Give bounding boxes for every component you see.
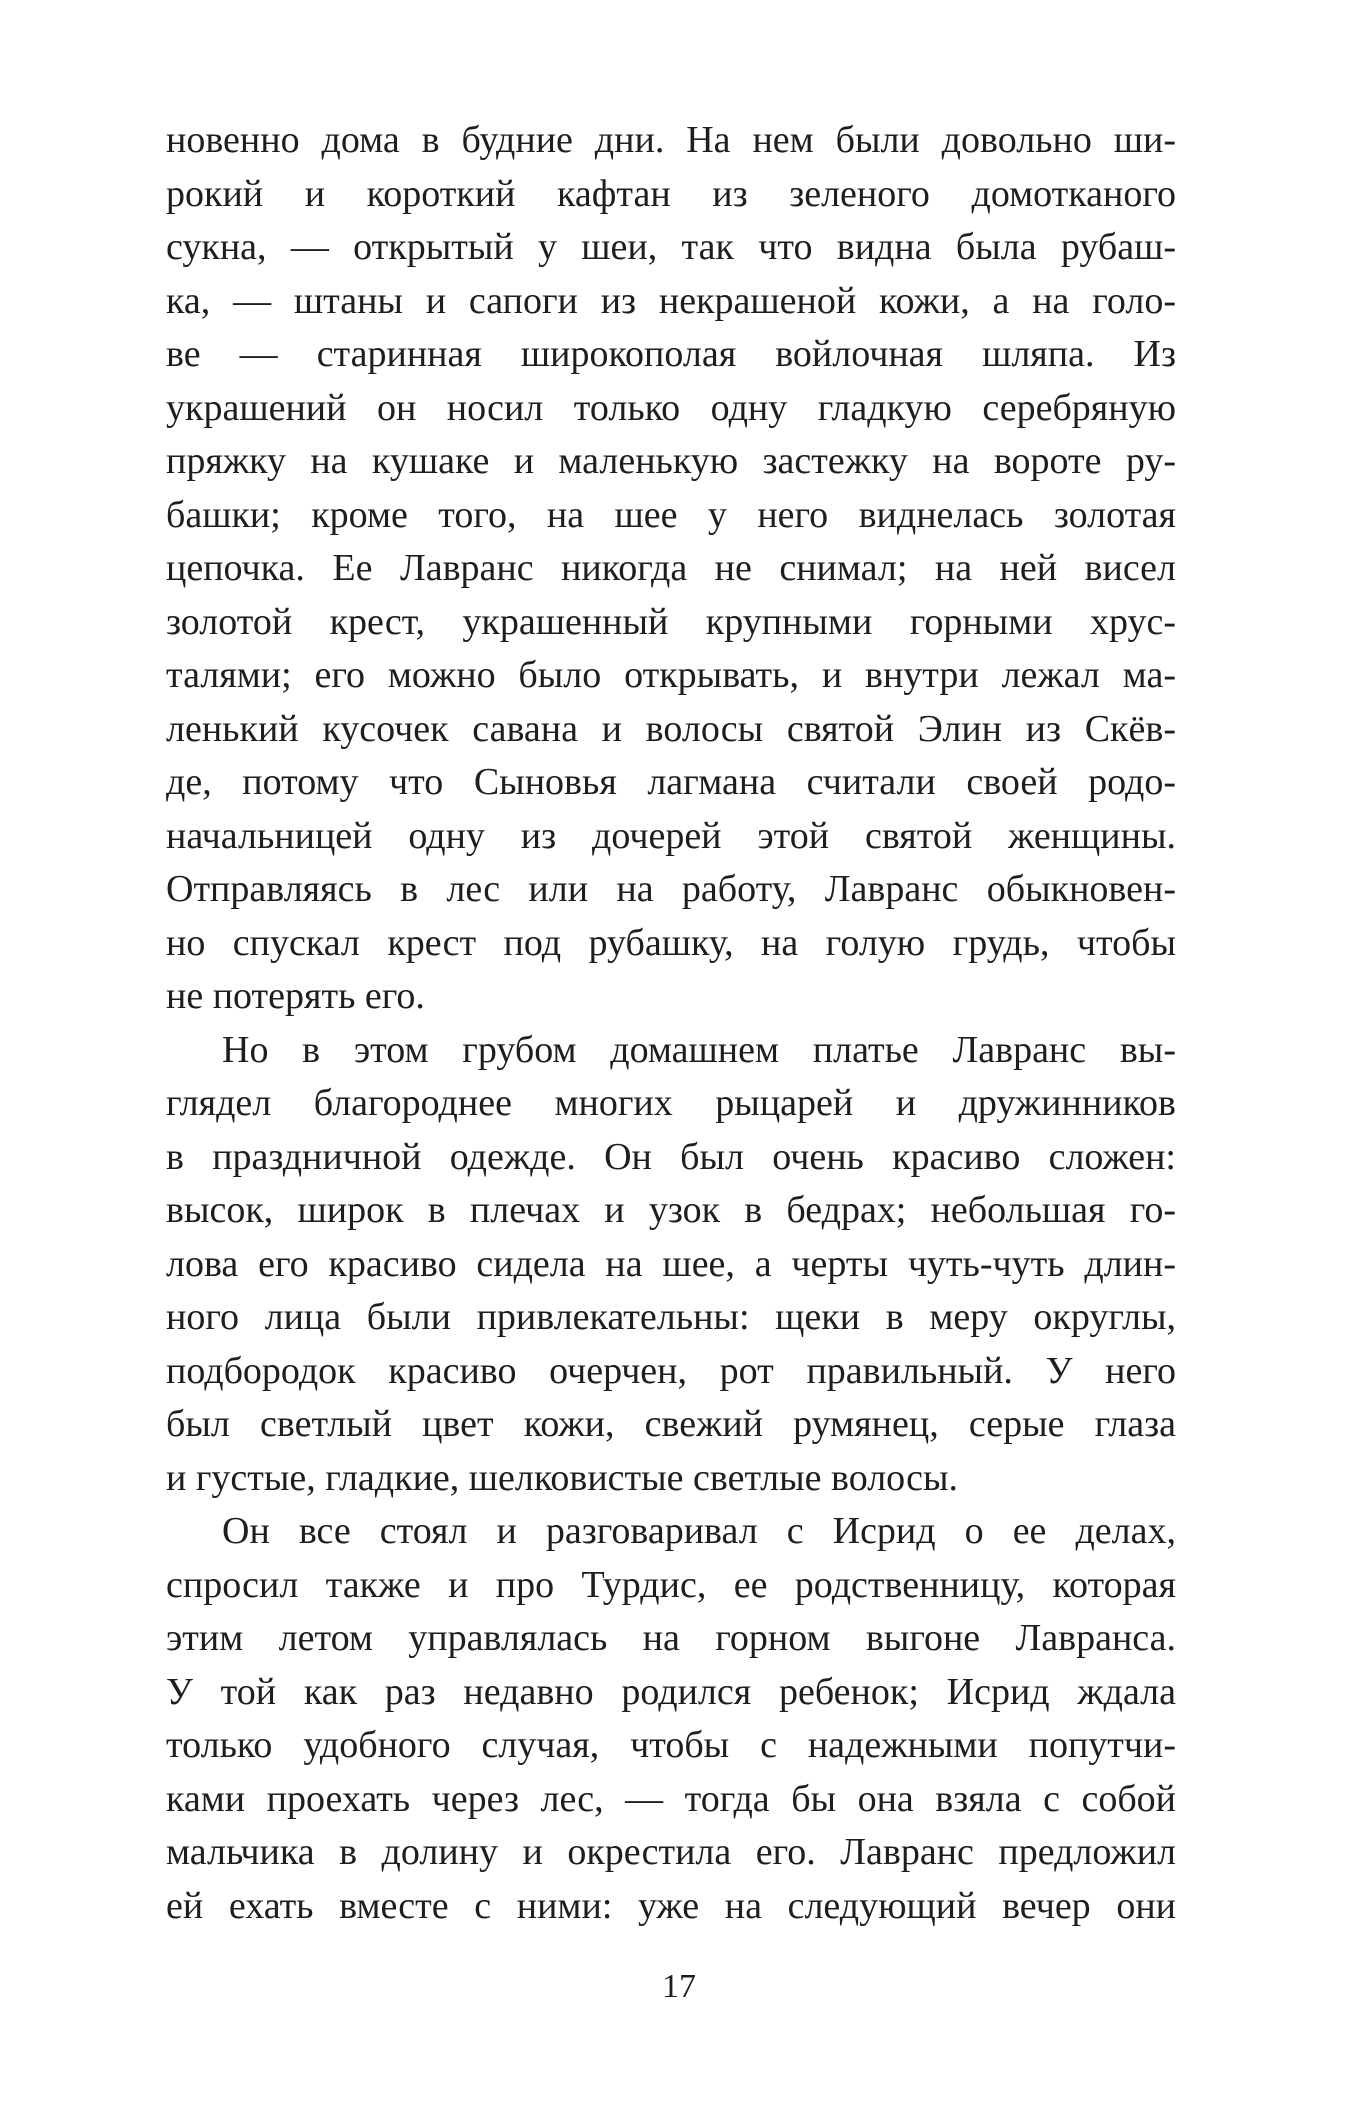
text-line: ного лица были привлекательны: щеки в меру округлы, [166,1296,1176,1338]
text-line: новенно дома в будние дни. На нем были довольно ши- [166,119,1176,161]
text-line: только удобного случая, чтобы с надежными попутчи- [166,1724,1176,1766]
text-line: высок, широк в плечах и узок в бедрах; небольшая го- [166,1189,1176,1231]
text-line: рокий и короткий кафтан из зеленого домотканого [166,172,1176,215]
text-line: подбородок красиво очерчен, рот правильный. У него [166,1349,1176,1392]
text-line: сукна, — открытый у шеи, так что видна была рубаш- [166,226,1176,268]
text-line: начальницей одну из дочерей этой святой женщины. [166,814,1176,857]
text-line: Он все стоял и разговаривал с Исрид о ее делах, [222,1510,1176,1552]
text-line: мальчика в долину и окрестила его. Лавранс предложил [166,1831,1176,1873]
text-line: пряжку на кушаке и маленькую застежку на вороте ру- [166,440,1176,482]
text-line: де, потому что Сыновья лагмана считали своей родо- [166,761,1176,803]
text-line: ка, — штаны и сапоги из некрашеной кожи, а на голо- [166,279,1176,322]
text-line: ве — старинная широкополая войлочная шляпа. Из [166,333,1176,375]
text-line: и густые, гладкие, шелковистые светлые волосы. [166,1456,959,1499]
text-line: талями; его можно было открывать, и внутри лежал ма- [166,654,1176,696]
text-line: спросил также и про Турдис, ее родственницу, которая [166,1563,1176,1606]
text-line: ками проехать через лес, — тогда бы она взяла с собой [166,1777,1176,1820]
text-line: был светлый цвет кожи, свежий румянец, серые глаза [166,1403,1176,1445]
text-line: этим летом управлялась на горном выгоне Лавранса. [166,1617,1176,1659]
text-line: башки; кроме того, на шее у него виднелась золотая [166,493,1176,536]
text-line: ленький кусочек савана и волосы святой Элин из Скёв- [166,707,1176,750]
text-line: но спускал крест под рубашку, на голую грудь, чтобы [166,921,1176,964]
text-line: лова его красиво сидела на шее, а черты чуть-чуть длин- [166,1242,1176,1285]
text-line: Но в этом грубом домашнем платье Лавранс вы- [222,1028,1176,1071]
page-body-text [166,114,1176,1933]
text-line: глядел благороднее многих рыцарей и дружинников [166,1082,1176,1124]
text-line: ей ехать вместе с ними: уже на следующий вечер они [166,1884,1176,1927]
text-line: Отправляясь в лес или на работу, Лавранс обыкновен- [166,868,1176,910]
text-line: У той как раз недавно родился ребенок; Исрид ждала [166,1670,1176,1713]
text-line: цепочка. Ее Лавранс никогда не снимал; на ней висел [166,547,1176,589]
text-line: не потерять его. [166,975,425,1017]
text-line: золотой крест, украшенный крупными горными хрус- [166,600,1176,643]
page-number: 17 [662,1968,696,2005]
text-line: украшений он носил только одну гладкую серебряную [166,386,1176,429]
text-line: в праздничной одежде. Он был очень красиво сложен: [166,1135,1176,1178]
